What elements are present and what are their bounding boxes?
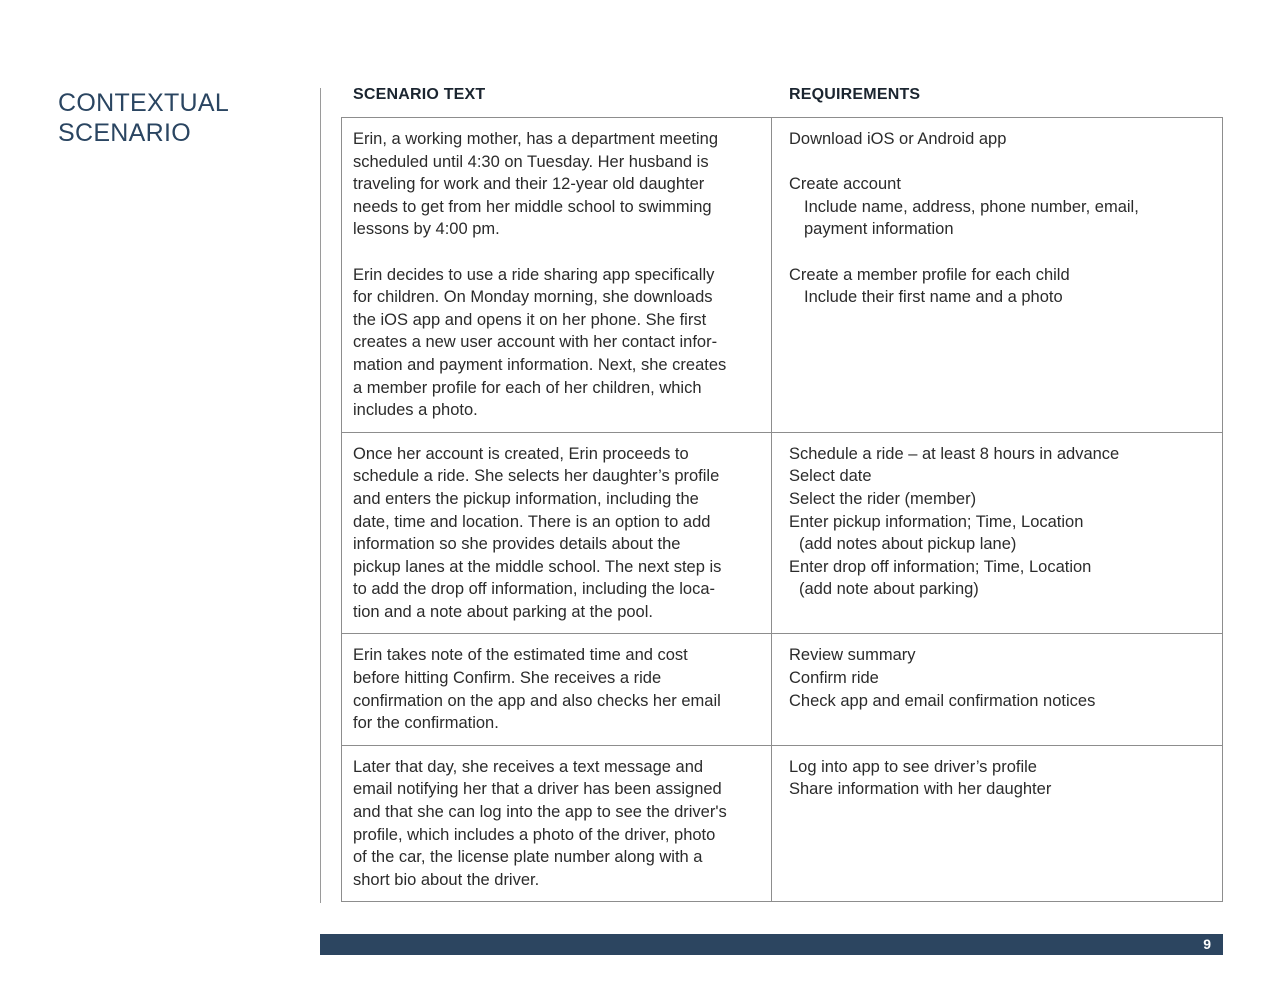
requirement-item: Enter drop off information; Time, Location (789, 557, 1092, 576)
requirement-item: Select the rider (member) (789, 489, 977, 508)
vertical-divider (320, 88, 321, 903)
scenario-paragraph: Erin, a working mother, has a department meeting scheduled until 4:30 on Tuesday. Her husband is traveling for work and their 12-year old daughter needs to get from her middle school to swimming lessons by 4:00 pm. (353, 130, 719, 239)
requirement-item: Create account (789, 175, 901, 194)
table-row (342, 432, 1222, 634)
scenario-cell (342, 433, 772, 634)
requirement-item: Confirm ride (789, 669, 879, 688)
requirement-item: Create a member profile for each child (789, 265, 1070, 284)
scenario-paragraph: Later that day, she receives a text message and email notifying her that a driver has been assigned and that she can log into the app to see the driver's profile, which includes a photo of the driver, photo of the car, the license plate number along with a short bio about the driver. (353, 757, 727, 889)
requirements-cell (772, 433, 1222, 634)
scenario-table (341, 117, 1223, 902)
requirement-item: Enter pickup information; Time, Location (789, 512, 1084, 531)
table-row (342, 745, 1222, 902)
requirements-cell (772, 118, 1222, 432)
page-title (58, 88, 229, 148)
footer-bar (320, 934, 1223, 955)
requirement-subitem: payment information (804, 220, 954, 239)
scenario-cell (342, 118, 772, 432)
table-row (342, 633, 1222, 744)
requirement-subitem: Include their first name and a photo (804, 288, 1063, 307)
requirement-item: Download iOS or Android app (789, 130, 1007, 148)
page-number: 9 (1203, 936, 1211, 952)
requirement-item: Share information with her daughter (789, 780, 1052, 799)
requirement-subitem: Include name, address, phone number, email, (804, 197, 1139, 216)
table-row (342, 118, 1222, 432)
requirement-item: Select date (789, 467, 872, 486)
requirement-item: Schedule a ride – at least 8 hours in advance (789, 444, 1120, 463)
requirement-item: Log into app to see driver’s profile (789, 757, 1037, 776)
requirement-item: Review summary (789, 646, 916, 665)
requirements-header: REQUIREMENTS (789, 86, 921, 103)
scenario-text-header: SCENARIO TEXT (353, 86, 486, 103)
requirement-item: Check app and email confirmation notices (789, 691, 1096, 710)
requirements-cell (772, 634, 1222, 744)
requirements-cell (772, 746, 1222, 902)
scenario-cell (342, 746, 772, 902)
title-line-1: CONTEXTUAL (58, 89, 230, 117)
requirement-subitem: (add note about parking) (799, 580, 979, 599)
scenario-cell (342, 634, 772, 744)
requirement-subitem: (add notes about pickup lane) (799, 535, 1017, 554)
scenario-paragraph: Erin takes note of the estimated time and cost before hitting Confirm. She receives a ride confirmation on the app and also checks her email for the confirmation. (353, 646, 721, 733)
scenario-paragraph: Erin decides to use a ride sharing app specifically for children. On Monday morning, she downloads the iOS app and opens it on her phone. She first creates a new user account with her contact infor- mation and payment information. Next, she creates a member profile for each of her children, which includes a photo. (353, 265, 727, 420)
scenario-paragraph: Once her account is created, Erin proceeds to schedule a ride. She selects her daughter’s profile and enters the pickup information, including the date, time and location. There is an option to add information so she provides details about the pickup lanes at the middle school. The next step is to add the drop off information, including the loca- tion and a note about parking at the pool. (353, 444, 722, 621)
title-line-2: SCENARIO (58, 119, 191, 147)
